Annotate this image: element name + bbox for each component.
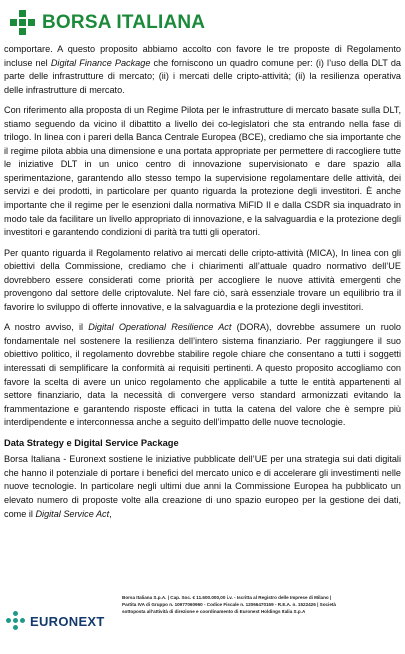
- footer: [0, 588, 405, 654]
- italic-text: Digital Finance Package: [50, 57, 151, 68]
- text: (DORA), dovrebbe assumere un ruolo fondamentale nel sostenere la resilienza dell’intero sistema finanziario. Per raggiungere il suo obiettivo politico, il regolamento dovrebbe stabilire regole chiare che consentano a tutti i soggetti interessati di semplificare la conformità ai requisiti pertinenti. A questo proposito accogliamo con favore la scelta di avere un unico regolamento che applicabile a tutte le entità appartenenti al settore finanziario, data la necessità di convergere verso standard armonizzati evitando la frammentazione e garantendo risposte efficaci in tutta la catena del valore che è sempre più interdipendente e interconnessa anche a seguito dell’impatto delle nuove tecnologie.: [4, 322, 401, 428]
- footer-line: Partita IVA di Gruppo n. 10977060960 - Codice Fiscale n. 12066470159 - R.E.A. n. 1522426 | Società: [122, 602, 336, 608]
- euronext-text: EURONEXT: [30, 613, 105, 629]
- paragraph: Per quanto riguarda il Regolamento relativo ai mercati delle cripto-attività (MICA), In linea con gli obiettivi della Commissione, crediamo che i chiarimenti all’attuale quadro normativo dell’UE dovrebbero essere considerati come priorità per accogliere le nuove attività emergenti che provengono dal settore delle criptovalute. Nel fare ciò, sarà essenziale trovare un equilibrio tra il favorire lo sviluppo di offerte innovative, e la salvaguardia e la protezione degli investitori.: [4, 247, 401, 312]
- paragraph: Con riferimento alla proposta di un Regime Pilota per le infrastrutture di mercato basate sulla DLT, stiamo seguendo da vicino il dibattito a livello dei co-legislatori che sta entrando nella fase di trilogo. In linea con i pareri della Banca Centrale Europea (BCE), crediamo che sia importante che il regime pilota abbia una dimensione e una portata appropriate per permettere di raccogliere tutte le iniziative DLT in un unico centro di innovazione supervisionato e dare spazio alla sperimentazione, garantendo allo stesso tempo la supervisione regolamentare delle attività, dei servizi e dei prodotti, in particolare per quanto riguarda la protezione degli investitori. È anche importante che il regime per le esenzioni dalla normativa MiFID II e dalla CSDR sia inquadrato in modo tale da facilitare un livello appropriato di innovazione, e la salvaguardia e la protezione degli investitori e garantendo condizioni di parità tra tutti gli operatori.: [4, 105, 401, 238]
- section-heading: Data Strategy e Digital Service Package: [4, 437, 179, 448]
- italic-text: Digital Service Act: [35, 508, 110, 519]
- italic-text: Digital Operational Resilience Act: [88, 322, 232, 333]
- paragraph: [4, 453, 401, 521]
- text: che forniscono un quadro comune per: (i) l’uso della DLT da parte delle infrastrutture di mercato; (ii) i mercati delle cripto-attività; (ii) la resilienza operativa delle infrastrutture di mercato.: [4, 57, 401, 95]
- footer-line: sottoposta all’attività di direzione e coordinamento di Euronext Holdings Italia S.p.A: [122, 609, 306, 615]
- text: A nostro avviso, il: [4, 322, 89, 333]
- euronext-logo: [6, 611, 105, 631]
- paragraph: [4, 43, 401, 97]
- text: ,: [109, 508, 112, 519]
- footer-line: Borsa Italiana S.p.A. | Cap. Soc. € 11.600.000,00 i.v. - Iscritta al Registro delle Imprese di Milano |: [122, 595, 332, 600]
- header: [10, 6, 205, 40]
- borsa-italiana-logo-icon: [10, 10, 36, 36]
- euronext-logo-icon: [6, 611, 26, 631]
- text: Borsa Italiana - Euronext sostiene le iniziative pubblicate dell’UE per una strategia sui dati digitali che hanno il potenziale di portare i benefici del mercato unico e di accelerare gli investimenti nelle nuove tecnologie. In particolare negli ultimi due anni la Commissione Europea ha pubblicato un elevato numero di proposte volte alla creazione di uno spazio europeo per la gestione dei dati, come il: [4, 454, 401, 519]
- logo-text: BORSA ITALIANA: [42, 12, 206, 33]
- text: comportare. A questo proposito abbiamo accolto con favore le tre proposte di Regolamento incluse nel: [4, 44, 401, 68]
- paragraph: [4, 321, 401, 429]
- footer-legal-text: [122, 594, 404, 616]
- document-body: [4, 43, 401, 528]
